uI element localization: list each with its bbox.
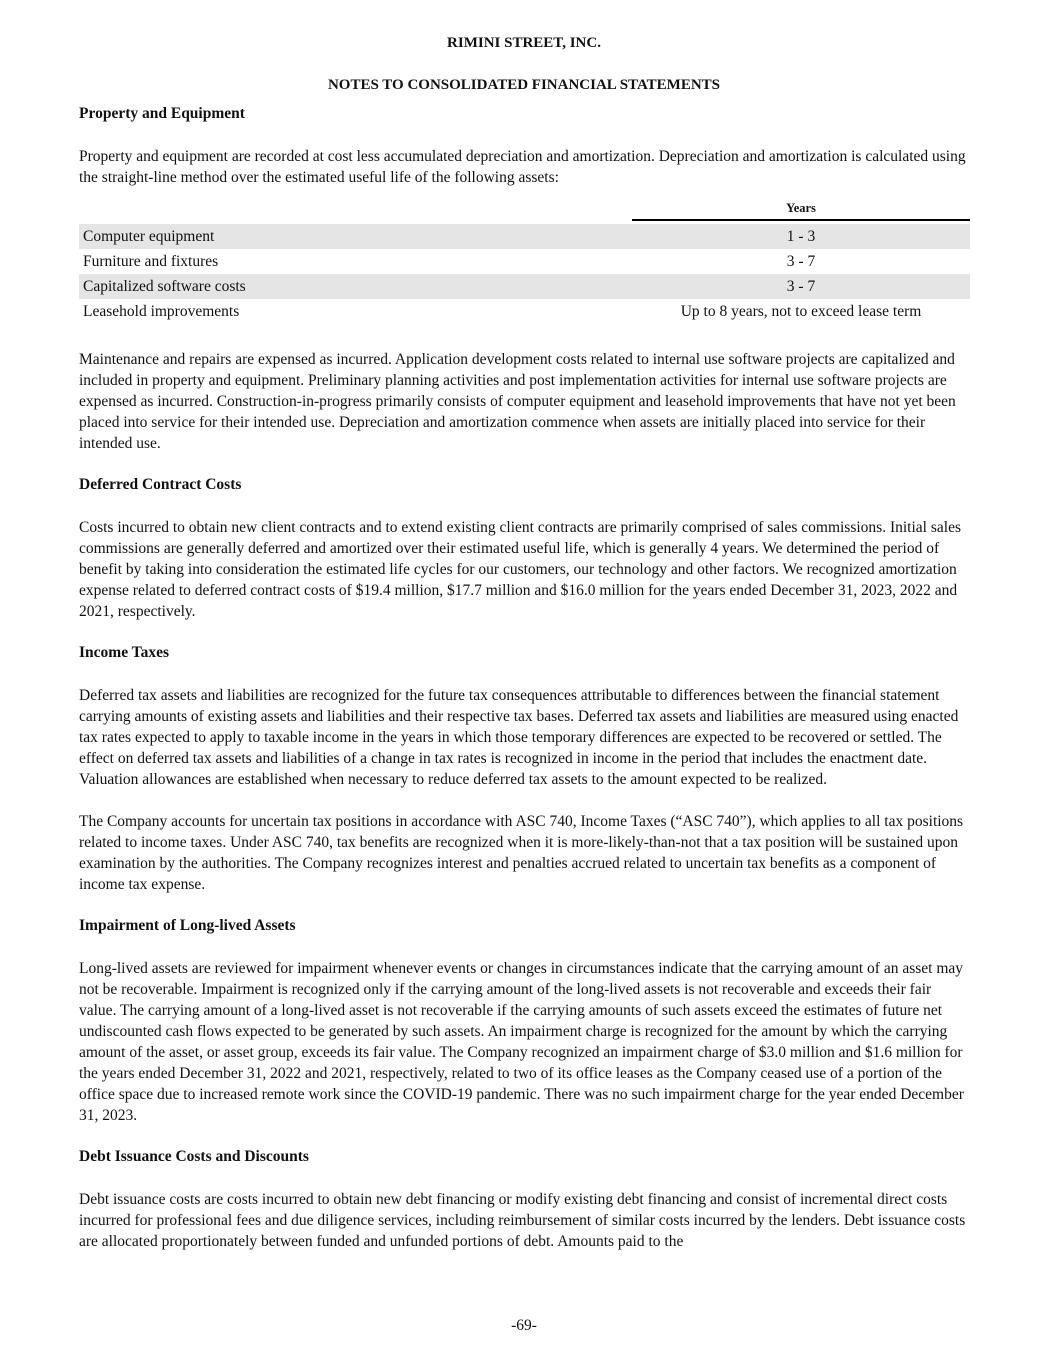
- deferred-contract-costs-paragraph: Costs incurred to obtain new client contracts and to extend existing client contracts are primarily comprised of sales commissions. Initial sales commissions are generally deferred and amortized over their estimated useful life, which is generally 4 years. We determined the period of benefit by taking into consideration the estimated life cycles for our customers, our technology and other factors. We recognized amortization expense related to deferred contract costs of $19.4 million, $17.7 million and $16.0 million for the years ended December 31, 2023, 2022 and 2021, respectively.: [79, 519, 961, 620]
- table-row: [79, 299, 970, 324]
- section-heading-deferred-contract-costs: Deferred Contract Costs: [79, 476, 242, 493]
- document-body: [79, 104, 970, 1252]
- debt-issuance-paragraph: Debt issuance costs are costs incurred to obtain new debt financing or modify existing debt financing and consist of incremental direct costs incurred for professional fees and due diligence services, including reimbursement of similar costs incurred by the lenders. Debt issuance costs are allocated proportionately between funded and unfunded portions of debt. Amounts paid to the: [79, 1191, 966, 1250]
- years-column-header: Years: [632, 201, 970, 220]
- section-heading-property: Property and Equipment: [79, 105, 245, 122]
- asset-years: Up to 8 years, not to exceed lease term: [680, 303, 922, 320]
- table-row: [79, 249, 970, 274]
- income-taxes-paragraph-1: Deferred tax assets and liabilities are recognized for the future tax consequences attributable to differences between the financial statement carrying amounts of existing assets and liabilities and their respective tax bases. Deferred tax assets and liabilities are measured using enacted tax rates expected to apply to taxable income in the years in which those temporary differences are expected to be recovered or settled. The effect on deferred tax assets and liabilities of a change in tax rates is recognized in income in the period that includes the enactment date. Valuation allowances are established when necessary to reduce deferred tax assets to the amount expected to be realized.: [79, 687, 959, 788]
- page-number: -69-: [511, 1317, 537, 1334]
- asset-name: Capitalized software costs: [79, 274, 632, 299]
- table-row: [79, 224, 970, 249]
- impairment-paragraph: Long-lived assets are reviewed for impairment whenever events or changes in circumstances indicate that the carrying amount of an asset may not be recoverable. Impairment is recognized only if the carrying amount of the long-lived assets is not recoverable and exceeds their fair value. The carrying amount of a long-lived asset is not recoverable if the carrying amounts of such assets exceed the estimates of future net undiscounted cash flows expected to be generated by such assets. An impairment charge is recognized for the amount by which the carrying amount of the asset, or asset group, exceeds its fair value. The Company recognized an impairment charge of $3.0 million and $1.6 million for the years ended December 31, 2022 and 2021, respectively, related to two of its office leases as the Company ceased use of a portion of the office space due to increased remote work since the COVID-19 pandemic. There was no such impairment charge for the year ended December 31, 2023.: [79, 960, 964, 1124]
- asset-name: Furniture and fixtures: [83, 253, 219, 270]
- section-heading-impairment: Impairment of Long-lived Assets: [79, 917, 296, 934]
- useful-life-table: [79, 201, 970, 324]
- property-intro-paragraph: Property and equipment are recorded at cost less accumulated depreciation and amortization. Depreciation and amortization is calculated using the straight-line method over the estimated useful life of the following assets:: [79, 148, 966, 186]
- section-heading-debt-issuance: Debt Issuance Costs and Discounts: [79, 1148, 309, 1165]
- asset-years: 3 - 7: [632, 274, 970, 299]
- section-heading-income-taxes: Income Taxes: [79, 644, 169, 661]
- asset-years: 1 - 3: [632, 224, 970, 249]
- asset-name: Computer equipment: [79, 224, 632, 249]
- table-row: [79, 274, 970, 299]
- asset-years: 3 - 7: [786, 253, 816, 270]
- property-body-paragraph: Maintenance and repairs are expensed as incurred. Application development costs related to internal use software projects are capitalized and included in property and equipment. Preliminary planning activities and post implementation activities for internal use software projects are expensed as incurred. Construction-in-progress primarily consists of computer equipment and leasehold improvements that have not yet been placed into service for their intended use. Depreciation and amortization commence when assets are initially placed into service for their intended use.: [79, 351, 956, 452]
- asset-name: Leasehold improvements: [83, 303, 240, 320]
- company-name: RIMINI STREET, INC.: [447, 35, 601, 51]
- document-subtitle: NOTES TO CONSOLIDATED FINANCIAL STATEMENTS: [327, 77, 721, 93]
- income-taxes-paragraph-2: The Company accounts for uncertain tax positions in accordance with ASC 740, Income Taxes (“ASC 740”), which applies to all tax positions related to income taxes. Under ASC 740, tax benefits are recognized when it is more-likely-than-not that a tax position will be sustained upon examination by the authorities. The Company recognizes interest and penalties accrued related to uncertain tax benefits as a component of income tax expense.: [79, 813, 964, 893]
- asset-column-header: [79, 201, 632, 220]
